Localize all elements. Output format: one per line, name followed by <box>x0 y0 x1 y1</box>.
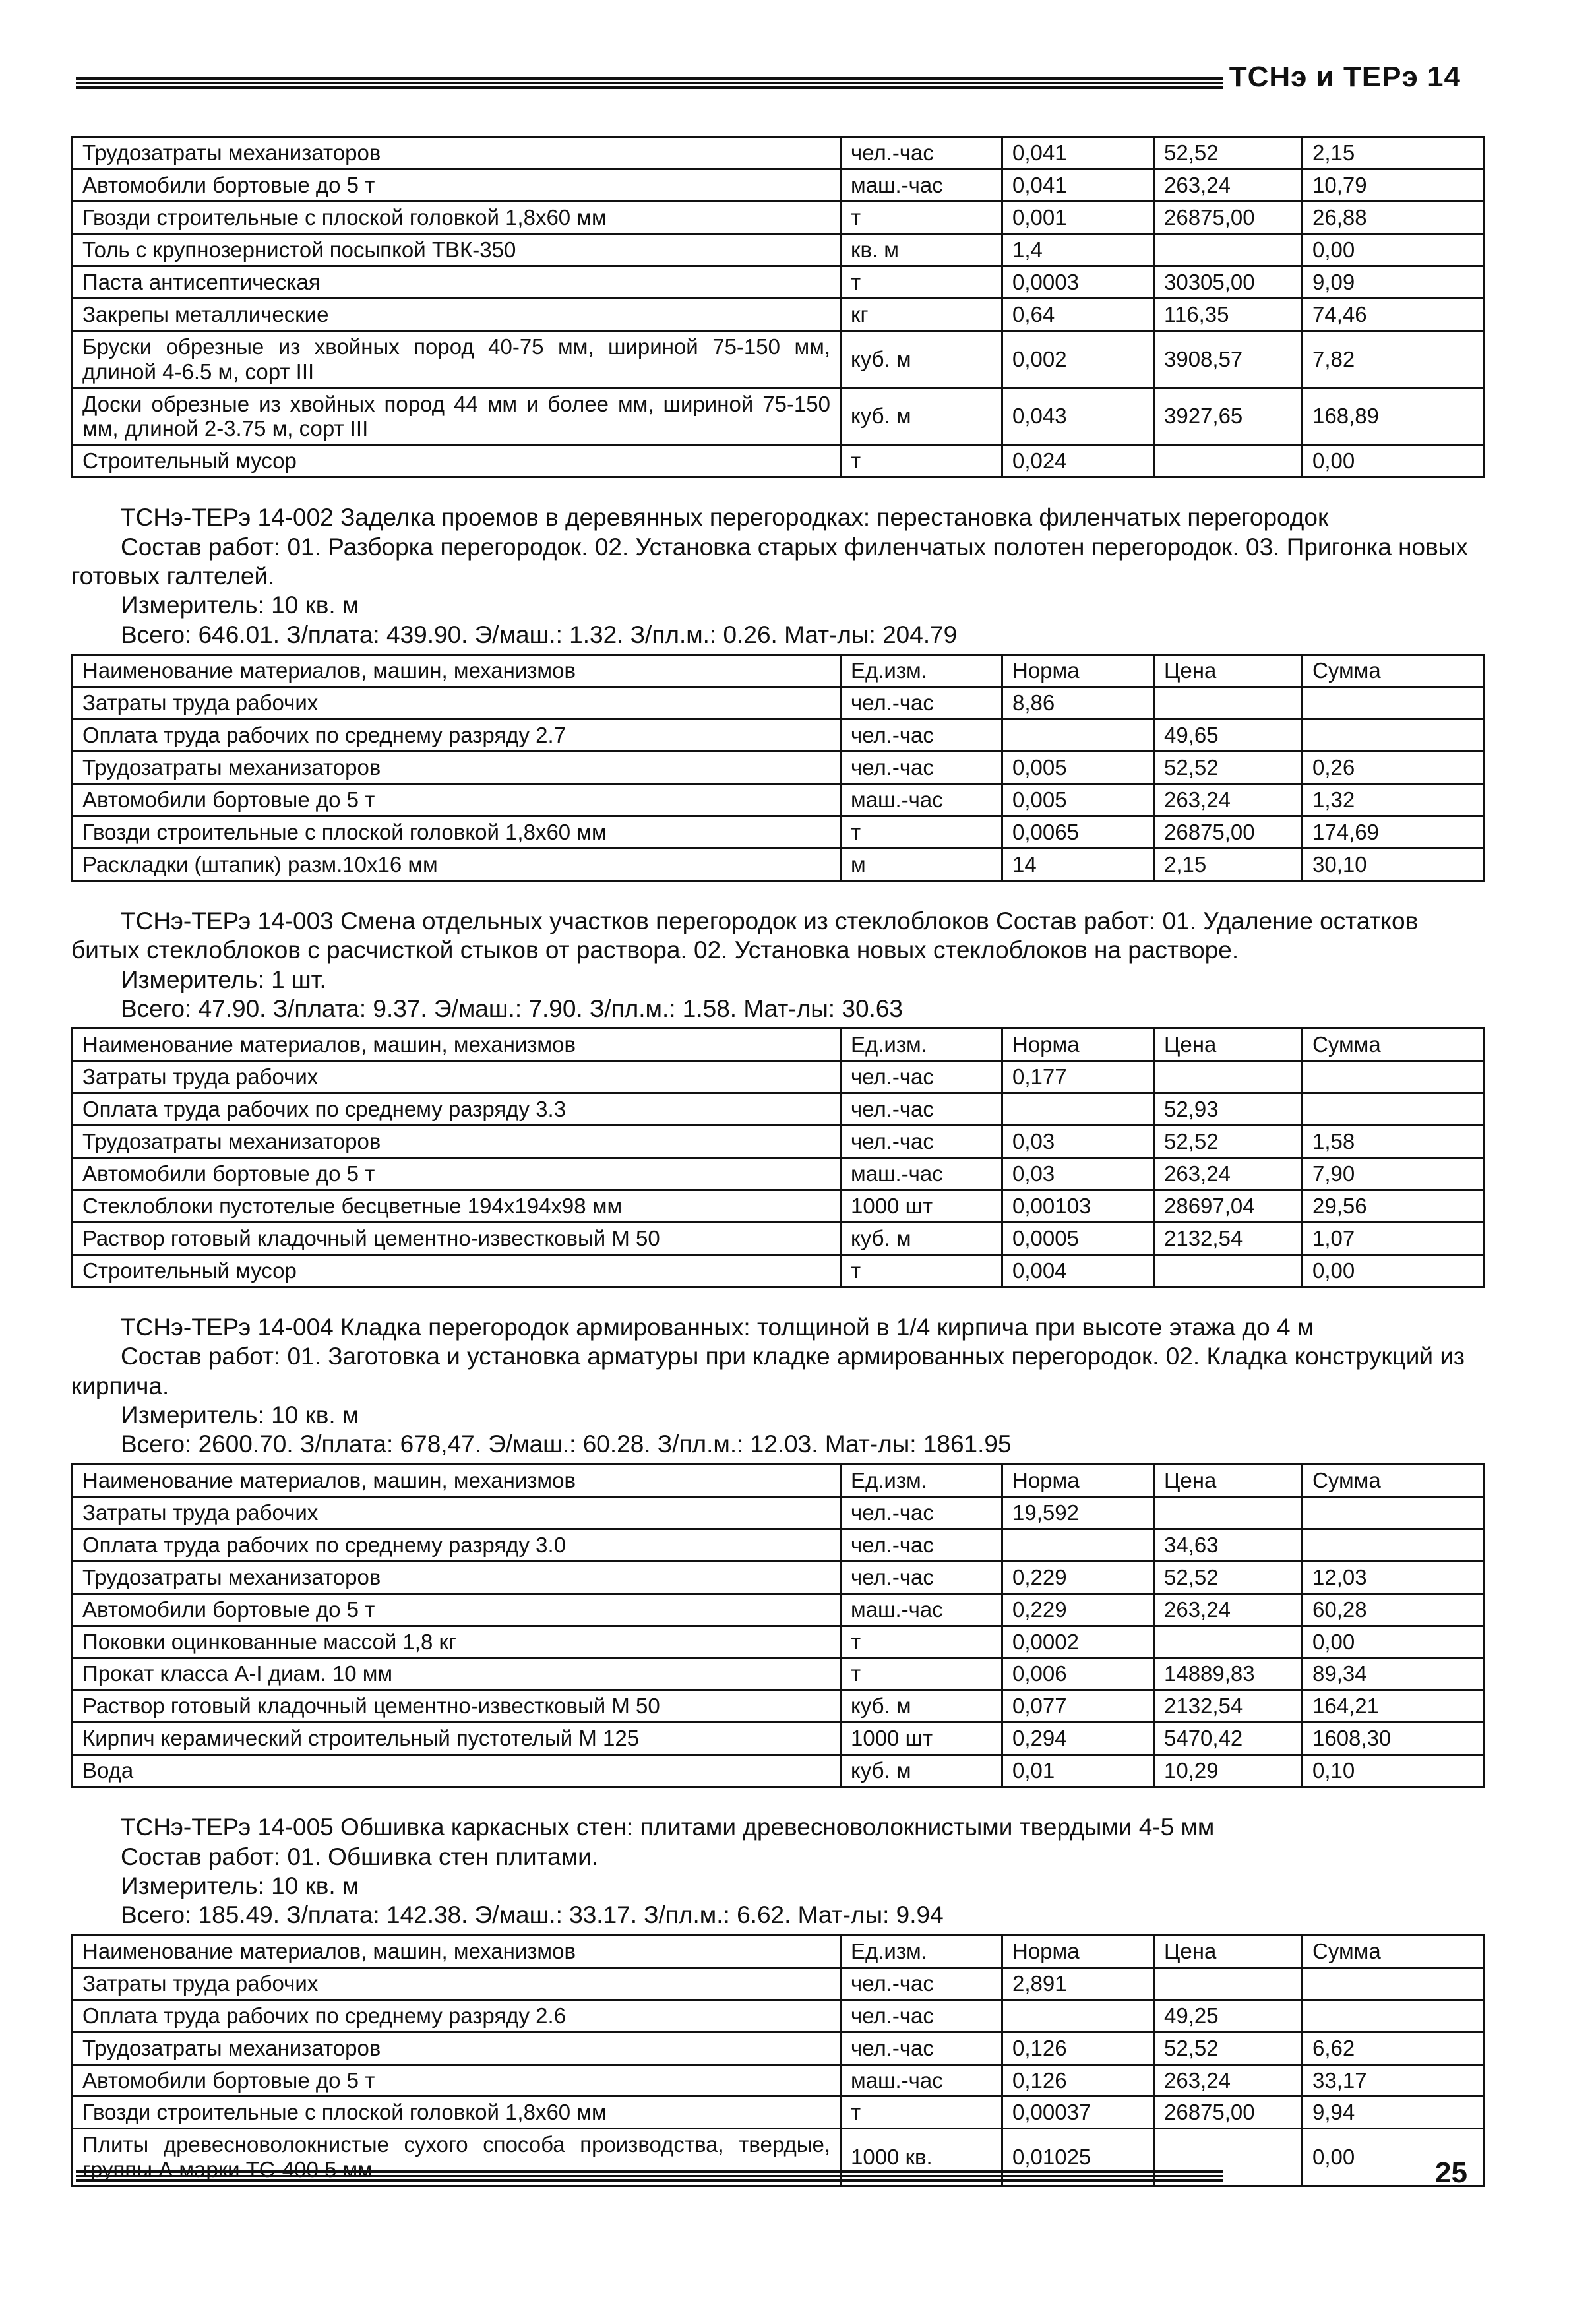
cell-norm <box>1002 720 1154 752</box>
header-cell-price: Цена <box>1154 1029 1303 1061</box>
cell-unit: куб. м <box>841 1690 1002 1723</box>
cell-sum: 1,32 <box>1303 784 1484 816</box>
cell-norm: 0,005 <box>1002 752 1154 784</box>
table-row <box>73 687 1484 720</box>
cell-name: Трудозатраты механизаторов <box>73 2032 841 2064</box>
cell-unit: чел.-час <box>841 1061 1002 1093</box>
header-cell-sum: Сумма <box>1303 1464 1484 1496</box>
page-header <box>76 58 1461 104</box>
cell-sum: 2,15 <box>1303 137 1484 169</box>
header-cell-sum: Сумма <box>1303 655 1484 687</box>
table-row <box>73 1658 1484 1690</box>
cell-name: Автомобили бортовые до 5 т <box>73 784 841 816</box>
cell-price: 28697,04 <box>1154 1190 1303 1223</box>
estimate-section <box>71 1813 1483 2187</box>
resource-table <box>71 1463 1485 1788</box>
table-row <box>73 1561 1484 1593</box>
header-cell-sum: Сумма <box>1303 1935 1484 1967</box>
cell-price <box>1154 445 1303 477</box>
section-title: ТСНэ-ТЕРэ 14-004 Кладка перегородок армированных: толщиной в 1/4 кирпича при высоте этажа до 4 м <box>121 1313 1314 1341</box>
cell-name: Гвозди строительные с плоской головкой 1,8х60 мм <box>73 816 841 848</box>
table-row <box>73 1158 1484 1190</box>
page-number: 25 <box>1435 2157 1467 2189</box>
cell-name: Раскладки (штапик) разм.10х16 мм <box>73 848 841 880</box>
cell-name: Оплата труда рабочих по среднему разряду 2.6 <box>73 2000 841 2032</box>
table-row <box>73 1254 1484 1287</box>
section-composition: Состав работ: 01. Заготовка и установка арматуры при кладке армированных перегородок. 02. Кладка конструкций из кирпича. <box>71 1343 1465 1399</box>
header-cell-price: Цена <box>1154 1935 1303 1967</box>
cell-norm: 2,891 <box>1002 1967 1154 2000</box>
resource-table <box>71 1027 1485 1288</box>
cell-norm: 0,006 <box>1002 1658 1154 1690</box>
cell-norm: 0,0003 <box>1002 266 1154 298</box>
table-row <box>73 330 1484 388</box>
table-row <box>73 1223 1484 1255</box>
resource-table <box>71 654 1485 882</box>
cell-price: 26875,00 <box>1154 2097 1303 2129</box>
table-row <box>73 1967 1484 2000</box>
cell-price: 26875,00 <box>1154 816 1303 848</box>
cell-sum: 9,94 <box>1303 2097 1484 2129</box>
cell-unit: куб. м <box>841 1755 1002 1787</box>
cell-name: Строительный мусор <box>73 1254 841 1287</box>
cell-unit: кг <box>841 298 1002 330</box>
cell-price: 30305,00 <box>1154 266 1303 298</box>
section-unit: Измеритель: 10 кв. м <box>121 1401 359 1429</box>
cell-norm: 0,126 <box>1002 2064 1154 2097</box>
header-cell-name: Наименование материалов, машин, механизмов <box>73 1464 841 1496</box>
table-row <box>73 1190 1484 1223</box>
cell-price: 263,24 <box>1154 169 1303 201</box>
table-row <box>73 1061 1484 1093</box>
cell-name: Раствор готовый кладочный цементно-известковый М 50 <box>73 1223 841 1255</box>
cell-norm: 14 <box>1002 848 1154 880</box>
cell-price: 52,52 <box>1154 1561 1303 1593</box>
section-total: Всего: 185.49. З/плата: 142.38. Э/маш.: 33.17. З/пл.м.: 6.62. Мат-лы: 9.94 <box>121 1901 944 1929</box>
cell-unit: куб. м <box>841 330 1002 388</box>
cell-sum: 0,00 <box>1303 445 1484 477</box>
cell-sum: 0,00 <box>1303 1626 1484 1658</box>
cell-price: 26875,00 <box>1154 201 1303 233</box>
cell-name: Толь с крупнозернистой посыпкой ТВК-350 <box>73 233 841 266</box>
resource-table <box>71 1934 1485 2188</box>
cell-norm: 0,024 <box>1002 445 1154 477</box>
header-cell-sum: Сумма <box>1303 1029 1484 1061</box>
cell-unit: чел.-час <box>841 720 1002 752</box>
cell-price <box>1154 1254 1303 1287</box>
table-row <box>73 233 1484 266</box>
cell-name: Гвозди строительные с плоской головкой 1,8х60 мм <box>73 2097 841 2129</box>
cell-norm: 0,229 <box>1002 1561 1154 1593</box>
cell-name: Плиты древесноволокнистые сухого способа производства, твердые, <box>73 2129 841 2186</box>
cell-unit: чел.-час <box>841 1967 1002 2000</box>
table-row <box>73 784 1484 816</box>
cell-name: Стеклоблоки пустотелые бесцветные 194х194х98 мм <box>73 1190 841 1223</box>
cell-unit: чел.-час <box>841 1529 1002 1561</box>
cell-sum: 168,89 <box>1303 388 1484 445</box>
cell-name: Строительный мусор <box>73 445 841 477</box>
header-cell-unit: Ед.изм. <box>841 655 1002 687</box>
cell-sum: 174,69 <box>1303 816 1484 848</box>
cell-sum: 0,10 <box>1303 1755 1484 1787</box>
cell-unit: чел.-час <box>841 1561 1002 1593</box>
table-row <box>73 1755 1484 1787</box>
document-body <box>71 136 1483 2187</box>
header-cell-norm: Норма <box>1002 1029 1154 1061</box>
table-row <box>73 1093 1484 1126</box>
cell-unit: т <box>841 2097 1002 2129</box>
cell-price: 52,52 <box>1154 137 1303 169</box>
cell-sum: 7,82 <box>1303 330 1484 388</box>
cell-name: Прокат класса А-I диам. 10 мм <box>73 1658 841 1690</box>
header-cell-name: Наименование материалов, машин, механизмов <box>73 655 841 687</box>
cell-norm: 0,001 <box>1002 201 1154 233</box>
cell-sum: 33,17 <box>1303 2064 1484 2097</box>
cell-sum <box>1303 1061 1484 1093</box>
cell-name: Трудозатраты механизаторов <box>73 752 841 784</box>
cell-sum: 1608,30 <box>1303 1723 1484 1755</box>
cell-price: 2132,54 <box>1154 1690 1303 1723</box>
cell-name: Бруски обрезные из хвойных пород 40-75 мм, шириной 75-150 мм, длиной 4-6.5 м, сорт III <box>73 330 841 388</box>
section-unit: Измеритель: 1 шт. <box>121 965 326 993</box>
cell-price: 263,24 <box>1154 1593 1303 1626</box>
cell-unit: куб. м <box>841 388 1002 445</box>
table-row <box>73 1496 1484 1529</box>
cell-unit: маш.-час <box>841 1593 1002 1626</box>
cell-price: 2132,54 <box>1154 1223 1303 1255</box>
section-total: Всего: 646.01. З/плата: 439.90. Э/маш.: 1.32. З/пл.м.: 0.26. Мат-лы: 204.79 <box>121 621 958 648</box>
cell-unit: чел.-час <box>841 687 1002 720</box>
cell-unit: 1000 кв. <box>841 2129 1002 2186</box>
cell-norm: 0,0002 <box>1002 1626 1154 1658</box>
cell-norm: 0,043 <box>1002 388 1154 445</box>
cell-sum <box>1303 687 1484 720</box>
cell-sum: 0,00 <box>1303 2129 1484 2186</box>
cell-price: 263,24 <box>1154 2064 1303 2097</box>
cell-unit: кв. м <box>841 233 1002 266</box>
cell-sum <box>1303 720 1484 752</box>
cell-price: 263,24 <box>1154 1158 1303 1190</box>
cell-unit: маш.-час <box>841 2064 1002 2097</box>
cell-norm: 0,00037 <box>1002 2097 1154 2129</box>
cell-name: Оплата труда рабочих по среднему разряду 3.3 <box>73 1093 841 1126</box>
table-row <box>73 298 1484 330</box>
cell-price <box>1154 1061 1303 1093</box>
cell-sum: 74,46 <box>1303 298 1484 330</box>
top-table <box>71 136 1485 478</box>
section-title: ТСНэ-ТЕРэ 14-003 Смена отдельных участков перегородок из стеклоблоков Состав работ: 01. Удаление остатков битых стеклоблоков с расчисткой стыков от раствора. 02. Установка новых стеклоблоков на растворе. <box>71 907 1419 964</box>
header-cell-norm: Норма <box>1002 1464 1154 1496</box>
header-cell-unit: Ед.изм. <box>841 1935 1002 1967</box>
section-composition: Состав работ: 01. Обшивка стен плитами. <box>121 1843 599 1870</box>
cell-name: Затраты труда рабочих <box>73 687 841 720</box>
cell-price <box>1154 1967 1303 2000</box>
section-unit: Измеритель: 10 кв. м <box>121 592 359 619</box>
cell-name: Автомобили бортовые до 5 т <box>73 1158 841 1190</box>
cell-norm: 0,03 <box>1002 1158 1154 1190</box>
estimate-section <box>71 1313 1483 1788</box>
cell-sum: 29,56 <box>1303 1190 1484 1223</box>
cell-sum: 26,88 <box>1303 201 1484 233</box>
cell-unit: т <box>841 1254 1002 1287</box>
cell-sum: 0,00 <box>1303 233 1484 266</box>
cell-price: 49,65 <box>1154 720 1303 752</box>
cell-norm: 0,64 <box>1002 298 1154 330</box>
table-row <box>73 137 1484 169</box>
cell-price: 14889,83 <box>1154 1658 1303 1690</box>
cell-norm: 0,005 <box>1002 784 1154 816</box>
table-row <box>73 1126 1484 1158</box>
cell-norm: 0,002 <box>1002 330 1154 388</box>
table-row <box>73 266 1484 298</box>
table-header-row <box>73 1935 1484 1967</box>
footer-rule <box>76 2170 1223 2182</box>
table-row <box>73 169 1484 201</box>
header-cell-price: Цена <box>1154 655 1303 687</box>
cell-price <box>1154 1496 1303 1529</box>
header-cell-unit: Ед.изм. <box>841 1464 1002 1496</box>
table-row <box>73 388 1484 445</box>
cell-name: Трудозатраты механизаторов <box>73 1561 841 1593</box>
cell-name: Затраты труда рабочих <box>73 1496 841 1529</box>
cell-norm: 0,229 <box>1002 1593 1154 1626</box>
section-title: ТСНэ-ТЕРэ 14-002 Заделка проемов в деревянных перегородках: перестановка филенчатых перегородок <box>121 504 1329 532</box>
cell-name: Раствор готовый кладочный цементно-известковый М 50 <box>73 1690 841 1723</box>
cell-price: 10,29 <box>1154 1755 1303 1787</box>
cell-price: 2,15 <box>1154 848 1303 880</box>
cell-price: 34,63 <box>1154 1529 1303 1561</box>
cell-price <box>1154 1626 1303 1658</box>
table-row <box>73 2000 1484 2032</box>
cell-sum: 0,00 <box>1303 1254 1484 1287</box>
table-row <box>73 1626 1484 1658</box>
table-row <box>73 1529 1484 1561</box>
cell-sum <box>1303 1093 1484 1126</box>
header-cell-name: Наименование материалов, машин, механизмов <box>73 1935 841 1967</box>
cell-sum: 60,28 <box>1303 1593 1484 1626</box>
table-row <box>73 201 1484 233</box>
cell-price: 116,35 <box>1154 298 1303 330</box>
table-row <box>73 1690 1484 1723</box>
page-footer <box>76 2157 1467 2196</box>
cell-price: 52,52 <box>1154 2032 1303 2064</box>
cell-sum: 7,90 <box>1303 1158 1484 1190</box>
cell-unit: чел.-час <box>841 1496 1002 1529</box>
cell-name: Поковки оцинкованные массой 1,8 кг <box>73 1626 841 1658</box>
cell-norm: 0,00103 <box>1002 1190 1154 1223</box>
estimate-section <box>71 907 1483 1288</box>
cell-name: Закрепы металлические <box>73 298 841 330</box>
cell-norm: 1,4 <box>1002 233 1154 266</box>
cell-unit: чел.-час <box>841 752 1002 784</box>
cell-price: 52,52 <box>1154 1126 1303 1158</box>
cell-name: Вода <box>73 1755 841 1787</box>
cell-sum: 9,09 <box>1303 266 1484 298</box>
table-row <box>73 848 1484 880</box>
cell-norm: 0,077 <box>1002 1690 1154 1723</box>
cell-norm: 0,03 <box>1002 1126 1154 1158</box>
header-cell-norm: Норма <box>1002 655 1154 687</box>
cell-unit: чел.-час <box>841 2000 1002 2032</box>
cell-sum: 164,21 <box>1303 1690 1484 1723</box>
header-cell-unit: Ед.изм. <box>841 1029 1002 1061</box>
table-row <box>73 752 1484 784</box>
section-total: Всего: 2600.70. З/плата: 678,47. Э/маш.: 60.28. З/пл.м.: 12.03. Мат-лы: 1861.95 <box>121 1430 1012 1458</box>
cell-sum <box>1303 1496 1484 1529</box>
section-composition: Состав работ: 01. Разборка перегородок. 02. Установка старых филенчатых полотен перегородок. 03. Пригонка новых готовых галтелей. <box>71 533 1468 590</box>
cell-price: 5470,42 <box>1154 1723 1303 1755</box>
cell-name: Автомобили бортовые до 5 т <box>73 1593 841 1626</box>
cell-sum: 30,10 <box>1303 848 1484 880</box>
header-cell-price: Цена <box>1154 1464 1303 1496</box>
cell-unit: т <box>841 816 1002 848</box>
estimate-section <box>71 503 1483 882</box>
cell-unit: маш.-час <box>841 784 1002 816</box>
cell-sum <box>1303 2000 1484 2032</box>
section-unit: Измеритель: 10 кв. м <box>121 1872 359 1899</box>
cell-norm: 0,041 <box>1002 169 1154 201</box>
table-header-row <box>73 1029 1484 1061</box>
cell-unit: чел.-час <box>841 1126 1002 1158</box>
section-title: ТСНэ-ТЕРэ 14-005 Обшивка каркасных стен: плитами древесноволокнистыми твердыми 4-5 мм <box>121 1814 1215 1841</box>
cell-price: 263,24 <box>1154 784 1303 816</box>
header-rule <box>76 77 1223 89</box>
cell-norm: 0,004 <box>1002 1254 1154 1287</box>
cell-sum: 89,34 <box>1303 1658 1484 1690</box>
cell-name: Автомобили бортовые до 5 т <box>73 169 841 201</box>
cell-norm: 0,126 <box>1002 2032 1154 2064</box>
table-header-row <box>73 1464 1484 1496</box>
cell-norm: 0,0005 <box>1002 1223 1154 1255</box>
cell-sum: 12,03 <box>1303 1561 1484 1593</box>
cell-price <box>1154 233 1303 266</box>
cell-price: 52,93 <box>1154 1093 1303 1126</box>
cell-norm: 0,01 <box>1002 1755 1154 1787</box>
cell-unit: чел.-час <box>841 1093 1002 1126</box>
cell-name: Затраты труда рабочих <box>73 1967 841 2000</box>
cell-unit: маш.-час <box>841 169 1002 201</box>
cell-price: 52,52 <box>1154 752 1303 784</box>
cell-unit: 1000 шт <box>841 1723 1002 1755</box>
cell-unit: т <box>841 1626 1002 1658</box>
cell-price: 3927,65 <box>1154 388 1303 445</box>
cell-price: 3908,57 <box>1154 330 1303 388</box>
cell-sum: 6,62 <box>1303 2032 1484 2064</box>
cell-name: Автомобили бортовые до 5 т <box>73 2064 841 2097</box>
cell-price <box>1154 687 1303 720</box>
header-title: ТСНэ и ТЕРэ 14 <box>1229 61 1461 93</box>
cell-name: Кирпич керамический строительный пустотелый М 125 <box>73 1723 841 1755</box>
cell-name: Оплата труда рабочих по среднему разряду 2.7 <box>73 720 841 752</box>
cell-name: Трудозатраты механизаторов <box>73 137 841 169</box>
cell-norm <box>1002 2000 1154 2032</box>
cell-sum: 10,79 <box>1303 169 1484 201</box>
cell-norm <box>1002 1093 1154 1126</box>
cell-name: Доски обрезные из хвойных пород 44 мм и более мм, шириной 75-150 мм, длиной 2-3.75 м, сорт III <box>73 388 841 445</box>
table-row <box>73 1723 1484 1755</box>
cell-sum <box>1303 1529 1484 1561</box>
cell-unit: м <box>841 848 1002 880</box>
table-row <box>73 2032 1484 2064</box>
cell-norm: 0,01025 <box>1002 2129 1154 2186</box>
cell-norm: 0,177 <box>1002 1061 1154 1093</box>
cell-norm: 0,041 <box>1002 137 1154 169</box>
cell-unit: т <box>841 445 1002 477</box>
section-total: Всего: 47.90. З/плата: 9.37. Э/маш.: 7.90. З/пл.м.: 1.58. Мат-лы: 30.63 <box>121 995 903 1022</box>
header-cell-norm: Норма <box>1002 1935 1154 1967</box>
table-header-row <box>73 655 1484 687</box>
cell-sum: 1,07 <box>1303 1223 1484 1255</box>
cell-sum <box>1303 1967 1484 2000</box>
cell-unit: куб. м <box>841 1223 1002 1255</box>
cell-name: Паста антисептическая <box>73 266 841 298</box>
cell-norm <box>1002 1529 1154 1561</box>
cell-norm: 0,294 <box>1002 1723 1154 1755</box>
header-cell-name: Наименование материалов, машин, механизмов <box>73 1029 841 1061</box>
cell-unit: т <box>841 266 1002 298</box>
cell-unit: чел.-час <box>841 137 1002 169</box>
cell-sum: 0,26 <box>1303 752 1484 784</box>
cell-name: Затраты труда рабочих <box>73 1061 841 1093</box>
table-row <box>73 816 1484 848</box>
cell-norm: 19,592 <box>1002 1496 1154 1529</box>
table-row <box>73 720 1484 752</box>
cell-norm: 8,86 <box>1002 687 1154 720</box>
cell-sum: 1,58 <box>1303 1126 1484 1158</box>
table-row <box>73 2097 1484 2129</box>
cell-name: Трудозатраты механизаторов <box>73 1126 841 1158</box>
cell-unit: т <box>841 201 1002 233</box>
table-row <box>73 1593 1484 1626</box>
table-row <box>73 445 1484 477</box>
cell-name: Оплата труда рабочих по среднему разряду 3.0 <box>73 1529 841 1561</box>
cell-unit: 1000 шт <box>841 1190 1002 1223</box>
cell-norm: 0,0065 <box>1002 816 1154 848</box>
cell-unit: чел.-час <box>841 2032 1002 2064</box>
cell-unit: т <box>841 1658 1002 1690</box>
cell-price: 49,25 <box>1154 2000 1303 2032</box>
cell-unit: маш.-час <box>841 1158 1002 1190</box>
cell-name: Гвозди строительные с плоской головкой 1,8х60 мм <box>73 201 841 233</box>
table-row <box>73 2064 1484 2097</box>
